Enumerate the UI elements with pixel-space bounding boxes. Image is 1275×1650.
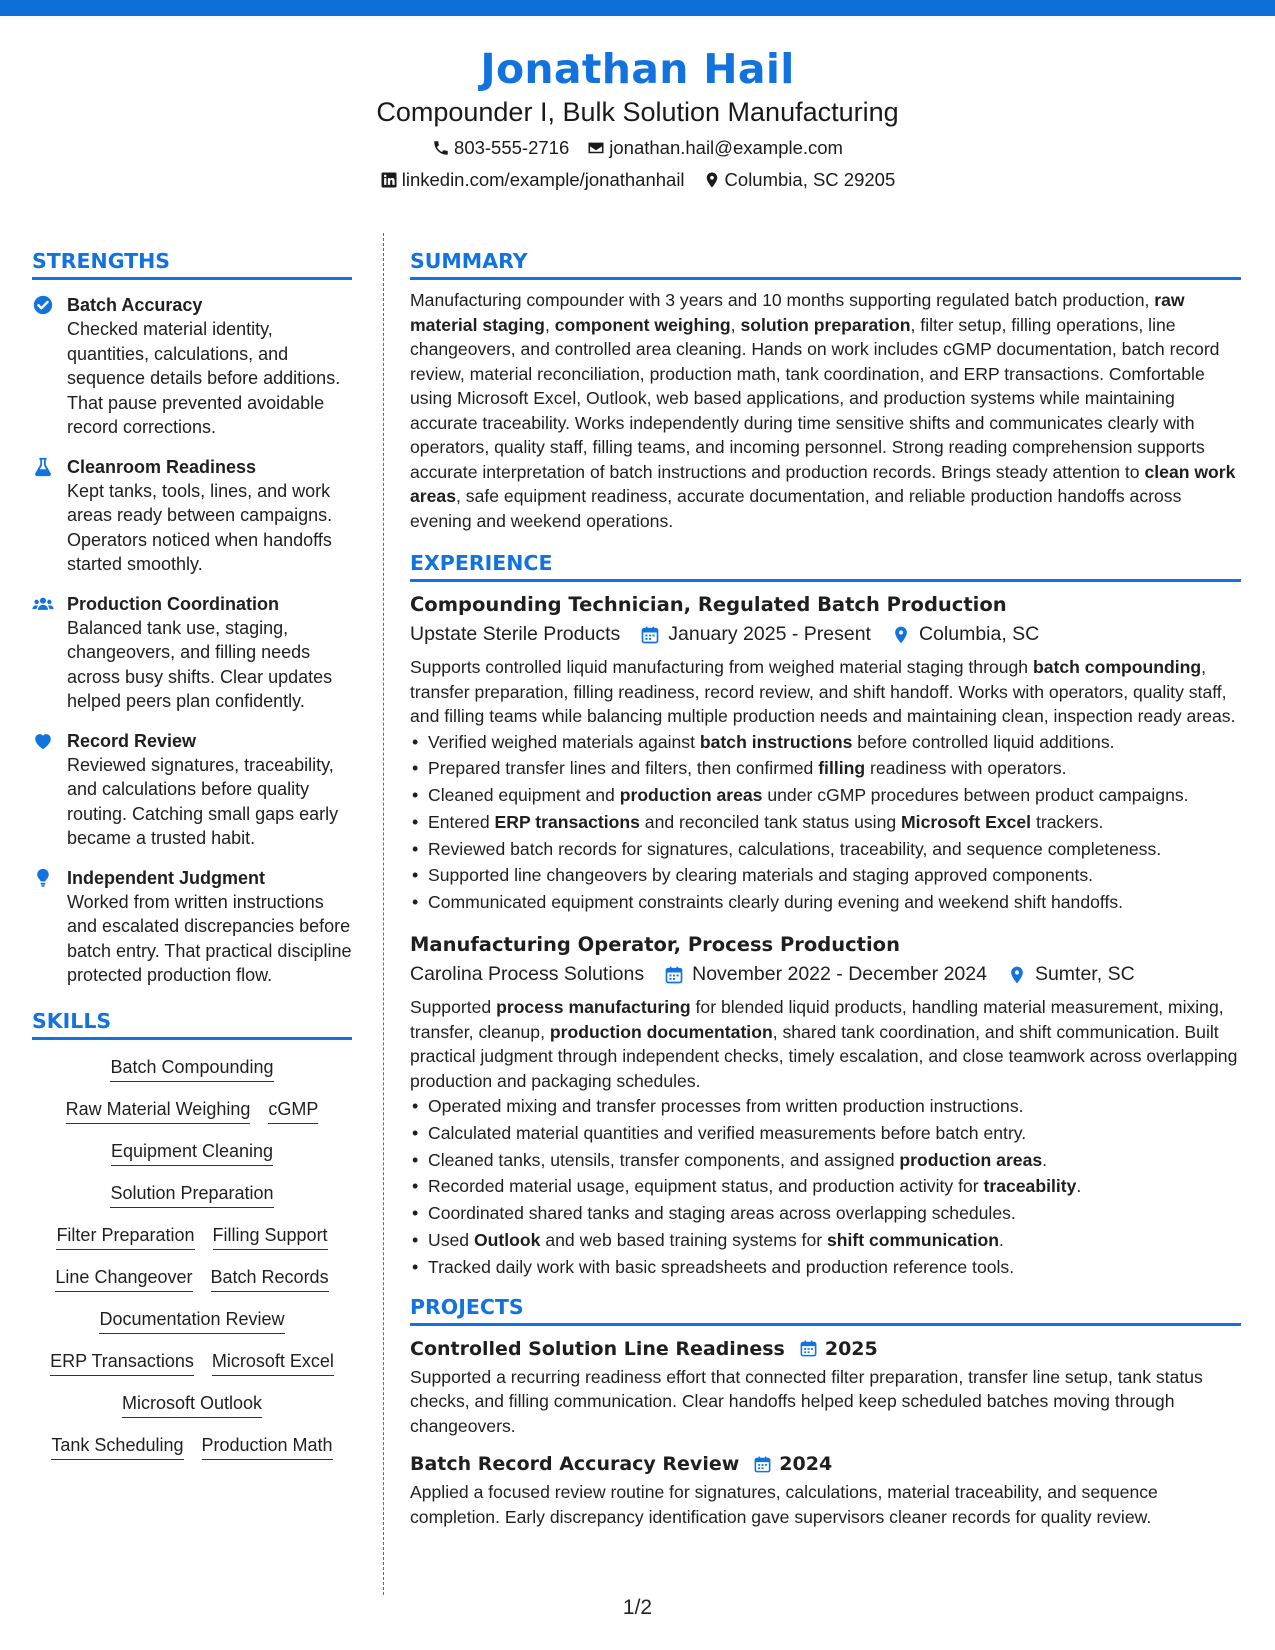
skills-heading: SKILLS	[32, 1007, 352, 1040]
bullet-item	[410, 1227, 1241, 1254]
job-title: Manufacturing Operator, Process Production	[410, 933, 900, 957]
project-description: Applied a focused review routine for signatures, calculations, material traceability, and sequence completion. Early discrepancy identification gave supervisors cleaner records for quality review.	[410, 1482, 1158, 1527]
projects-heading: PROJECTS	[410, 1293, 1241, 1326]
flask-icon	[32, 456, 54, 478]
skill-row	[99, 1308, 284, 1334]
job-bullets	[410, 729, 1241, 917]
check-circle-icon	[32, 294, 54, 316]
text-run: Supported line changeovers by clearing materials and staging approved components.	[428, 865, 1094, 886]
calendar-icon	[640, 625, 660, 645]
projects-section	[410, 1293, 1241, 1530]
bold-text: filling	[818, 758, 866, 779]
strength-title: Production Coordination	[67, 593, 279, 614]
email-text[interactable]: jonathan.hail@example.com	[609, 137, 843, 158]
summary-section	[410, 247, 1241, 533]
experience-heading: EXPERIENCE	[410, 549, 1241, 582]
text-run: .	[999, 1230, 1004, 1251]
text-run: trackers.	[1031, 811, 1104, 832]
project-title: Controlled Solution Line Readiness	[410, 1337, 785, 1360]
experience-section	[410, 549, 1241, 1281]
strength-title: Independent Judgment	[67, 867, 265, 888]
summary-heading: SUMMARY	[410, 247, 1241, 280]
bold-text: component weighing	[554, 314, 731, 335]
job-meta	[410, 961, 1241, 988]
text-run: , filter setup, filling operations, line changeovers, and controlled area cleaning. Hands on work includes cGMP documentation, batch record review, material reconciliation, production math, tank coordination, and ERP transactions. Comfortable using Microsoft Excel, Outlook, web based applications, and production systems while maintaining accurate traceability. Works independently during time sensitive shifts and communicates clearly with operators, quality staff, filling teams, and incoming personnel. Strong reading comprehension supports accurate interpretation of batch instructions and production records. Brings steady attention to	[410, 314, 1220, 482]
skill-row	[110, 1182, 273, 1208]
skill-tag: Solution Preparation	[110, 1182, 273, 1208]
skill-row	[66, 1098, 319, 1124]
text-run: , safe equipment readiness, accurate documentation, and reliable production handoffs across evening and weekend operations.	[410, 486, 1182, 531]
text-run: under cGMP procedures between product campaigns.	[762, 785, 1189, 806]
strength-title: Cleanroom Readiness	[67, 456, 257, 477]
bold-text: batch instructions	[699, 731, 853, 752]
heart-icon	[32, 730, 54, 752]
bullet-item	[410, 889, 1241, 916]
job-dates: November 2022 - December 2024	[692, 963, 987, 986]
strength-title: Batch Accuracy	[67, 295, 203, 315]
bullet-item	[410, 1254, 1241, 1281]
users-icon	[32, 593, 54, 615]
skill-tag: Raw Material Weighing	[66, 1098, 251, 1124]
candidate-title: Compounder I, Bulk Solution Manufacturing	[376, 97, 899, 127]
project-year: 2025	[824, 1337, 878, 1360]
text-run: , shared tank coordination, and shift communication. Built practical judgment through independent checks, timely escalation, and close teamwork across overlapping production and packaging schedules.	[410, 1021, 1238, 1091]
bold-text: traceability	[983, 1176, 1077, 1197]
bold-text: ERP transactions	[494, 811, 640, 832]
skill-row	[55, 1266, 328, 1292]
skill-tag: ERP Transactions	[50, 1350, 194, 1376]
bullet-item	[410, 1173, 1241, 1200]
phone-text[interactable]: 803-555-2716	[454, 137, 570, 158]
bold-text: Outlook	[473, 1230, 541, 1251]
bold-text: production areas	[899, 1149, 1043, 1170]
job-entry	[410, 592, 1241, 916]
contact-linkedin	[380, 168, 685, 192]
text-run: Entered	[428, 811, 495, 832]
bullet-item	[410, 782, 1241, 809]
page-number: 1/2	[622, 1596, 653, 1619]
bullet-item	[410, 809, 1241, 836]
text-run: Tracked daily work with basic spreadsheets and production reference tools.	[428, 1256, 1015, 1277]
text-run: Coordinated shared tanks and staging areas across overlapping schedules.	[428, 1203, 1016, 1224]
text-run: Used	[428, 1230, 474, 1251]
skill-tag: Microsoft Outlook	[122, 1392, 262, 1418]
contact-row-2	[0, 168, 1275, 192]
bold-text: raw material staging	[410, 290, 1185, 335]
text-run: Cleaned equipment and	[428, 785, 620, 806]
top-accent-bar	[0, 0, 1275, 16]
contact-location	[703, 168, 896, 192]
resume-header	[0, 42, 1275, 192]
bullet-item	[410, 862, 1241, 889]
contact-row-1	[0, 136, 1275, 160]
skill-tag: Tank Scheduling	[51, 1434, 183, 1460]
text-run: Cleaned tanks, utensils, transfer components, and assigned	[428, 1149, 900, 1170]
candidate-name: Jonathan Hail	[480, 45, 795, 93]
project-description: Supported a recurring readiness effort that connected filter preparation, transfer line setup, tank status checks, and filling communication. Clear handoffs helped keep scheduled batches moving through changeovers.	[410, 1366, 1203, 1436]
text-run: Recorded material usage, equipment status, and production activity for	[428, 1176, 984, 1197]
project-year: 2024	[779, 1453, 833, 1476]
phone-icon	[432, 139, 450, 157]
text-run: readiness with operators.	[865, 758, 1067, 779]
skill-tag: Batch Compounding	[110, 1056, 273, 1082]
bold-text: clean work areas	[410, 461, 1236, 506]
text-run: Communicated equipment constraints clearly during evening and weekend shift handoffs.	[428, 892, 1124, 913]
calendar-icon	[664, 965, 684, 985]
skill-row	[110, 1056, 273, 1082]
text-run: Supports controlled liquid manufacturing from weighed material staging through	[410, 657, 1033, 677]
skill-row	[51, 1434, 332, 1460]
strength-item	[32, 592, 352, 714]
skill-tag: Microsoft Excel	[212, 1350, 334, 1376]
bullet-item	[410, 1093, 1241, 1120]
strengths-heading: STRENGTHS	[32, 247, 352, 280]
job-title: Compounding Technician, Regulated Batch Production	[410, 593, 1007, 616]
skill-row	[50, 1350, 334, 1376]
bold-text: Microsoft Excel	[901, 811, 1032, 832]
envelope-icon	[587, 139, 605, 157]
skill-tag: Batch Records	[211, 1266, 329, 1292]
text-run: .	[1042, 1149, 1048, 1170]
text-run: before controlled liquid additions.	[852, 731, 1115, 752]
text-run: ,	[730, 314, 741, 335]
bold-text: batch compounding	[1032, 657, 1202, 677]
bold-text: solution preparation	[740, 314, 911, 335]
text-run: Prepared transfer lines and filters, then confirmed	[428, 758, 819, 779]
strength-title: Record Review	[67, 730, 197, 751]
location-text: Columbia, SC 29205	[724, 169, 896, 190]
strength-item	[32, 729, 352, 851]
skill-tag: cGMP	[268, 1098, 318, 1124]
skill-tag: Equipment Cleaning	[111, 1140, 273, 1166]
project-title: Batch Record Accuracy Review	[410, 1453, 740, 1476]
skill-tag: Filling Support	[213, 1224, 328, 1250]
text-run: and web based training systems for	[540, 1230, 827, 1251]
text-run: Reviewed batch records for signatures, calculations, traceability, and sequence completeness.	[428, 838, 1162, 859]
bold-text: shift communication	[826, 1230, 1000, 1251]
calendar-icon	[799, 1339, 818, 1358]
text-run: .	[1076, 1176, 1082, 1197]
skill-tag: Production Math	[202, 1434, 333, 1460]
strength-item	[32, 293, 352, 440]
text-run: , transfer preparation, filling readiness, record review, and shift handoff. Works with operators, quality staff, and filling teams while balancing multiple production needs and maintaining clean, inspection ready areas.	[410, 657, 1236, 726]
left-column	[32, 247, 352, 1460]
skills-section	[32, 1007, 352, 1460]
project-header	[410, 1451, 1241, 1477]
strength-item	[32, 455, 352, 577]
map-pin-icon	[891, 625, 911, 645]
bold-text: process manufacturing	[496, 997, 691, 1018]
job-company: Upstate Sterile Products	[410, 623, 621, 645]
bullet-item	[410, 1200, 1241, 1227]
map-pin-icon	[703, 171, 721, 189]
text-run: ,	[544, 314, 555, 335]
job-description	[410, 655, 1241, 729]
strengths-list	[32, 293, 352, 988]
contact-phone	[432, 136, 569, 160]
job-meta	[410, 621, 1241, 648]
lightbulb-icon	[32, 867, 54, 889]
project-header	[410, 1336, 1241, 1362]
text-run: for blended liquid products, handling material measurement, mixing, transfer, cleanup,	[410, 997, 1224, 1042]
project-entry	[410, 1336, 1241, 1439]
job-description	[410, 995, 1241, 1093]
bullet-item	[410, 836, 1241, 863]
skill-tag: Filter Preparation	[56, 1224, 194, 1250]
map-pin-icon	[1007, 965, 1027, 985]
text-run: Supported	[410, 997, 497, 1018]
strength-item	[32, 866, 352, 988]
strength-desc: Balanced tank use, staging, changeovers, and filling needs across busy shifts. Clear updates helped peers plan confidently.	[67, 617, 333, 711]
bold-text: production documentation	[549, 1021, 773, 1042]
linkedin-text[interactable]: linkedin.com/example/jonathanhail	[401, 169, 685, 190]
skill-row	[56, 1224, 327, 1250]
project-entry	[410, 1451, 1241, 1529]
skill-tag: Line Changeover	[55, 1266, 192, 1292]
summary-text	[410, 288, 1241, 533]
text-run: Operated mixing and transfer processes from written production instructions.	[428, 1096, 1024, 1117]
text-run: and reconciled tank status using	[639, 811, 902, 832]
text-run: Verified weighed materials against	[428, 731, 700, 752]
bullet-item	[410, 755, 1241, 782]
bullet-item	[410, 1120, 1241, 1147]
right-column	[410, 247, 1241, 1529]
strength-desc: Worked from written instructions and escalated discrepancies before batch entry. That practical discipline protected production flow.	[67, 891, 352, 985]
strength-desc: Checked material identity, quantities, calculations, and sequence details before additions. That pause prevented avoidable record corrections.	[67, 319, 341, 437]
skill-row	[111, 1140, 273, 1166]
calendar-icon	[753, 1455, 772, 1474]
bullet-item	[410, 729, 1241, 756]
text-run: Manufacturing compounder with 3 years and 10 months supporting regulated batch production,	[410, 290, 1155, 310]
strengths-section	[32, 247, 352, 988]
column-divider	[383, 233, 384, 1595]
strength-desc: Kept tanks, tools, lines, and work areas ready between campaigns. Operators noticed when handoffs started smoothly.	[67, 480, 333, 574]
job-bullets	[410, 1093, 1241, 1281]
job-location: Columbia, SC	[918, 623, 1040, 645]
skill-tag: Documentation Review	[99, 1308, 284, 1334]
job-company: Carolina Process Solutions	[410, 963, 645, 986]
bullet-item	[410, 1147, 1241, 1174]
strength-desc: Reviewed signatures, traceability, and calculations before quality routing. Catching small gaps early became a trusted habit.	[67, 754, 339, 848]
job-entry	[410, 932, 1241, 1281]
job-dates: January 2025 - Present	[668, 623, 871, 645]
contact-email	[587, 136, 843, 160]
skills-list	[32, 1056, 352, 1460]
bold-text: production areas	[619, 785, 763, 806]
text-run: Calculated material quantities and verified measurements before batch entry.	[428, 1122, 1027, 1143]
skill-row	[122, 1392, 262, 1418]
job-location: Sumter, SC	[1034, 963, 1135, 986]
linkedin-icon	[380, 171, 398, 189]
